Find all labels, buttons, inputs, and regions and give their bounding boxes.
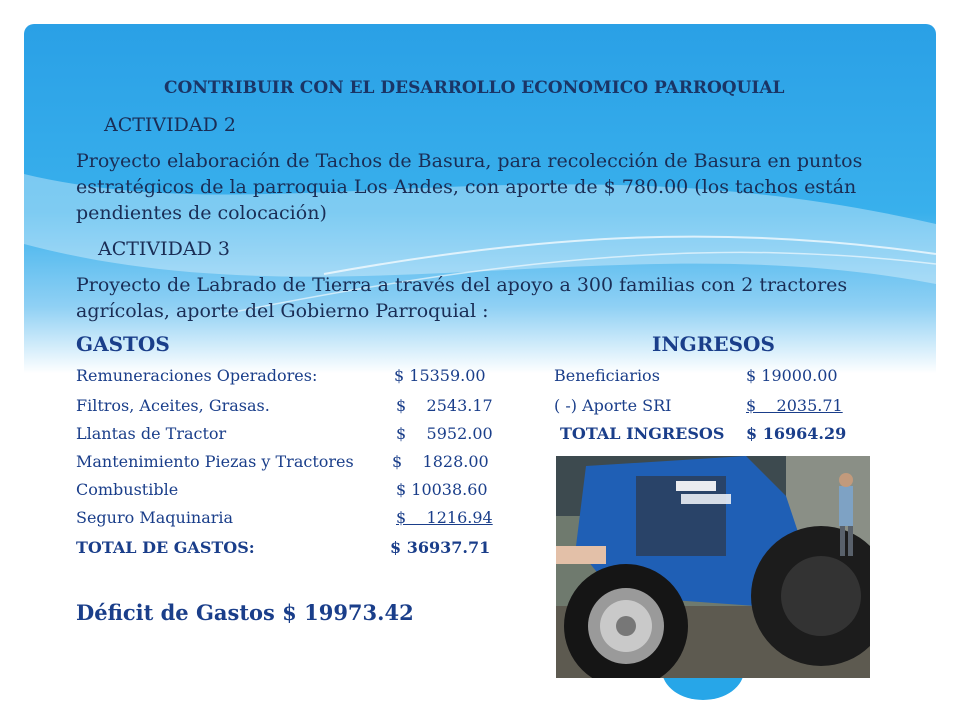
tractor-photo bbox=[556, 456, 870, 678]
gasto-label: Seguro Maquinaria bbox=[76, 508, 234, 527]
activity-2-text: Proyecto elaboración de Tachos de Basura, para recolección de Basura en puntos estratégicos de la parroquia Los Andes, con aporte de $ 780.00 (los tachos están pendientes de colocación) bbox=[76, 150, 863, 224]
ingresos-total-value: $ 16964.29 bbox=[746, 424, 847, 443]
ingreso-value: $ 19000.00 bbox=[746, 366, 838, 385]
ingresos-heading: INGRESOS bbox=[652, 332, 775, 356]
gasto-label: Combustible bbox=[76, 480, 179, 499]
gasto-label: Remuneraciones Operadores: bbox=[76, 366, 318, 385]
ingreso-label: Beneficiarios bbox=[554, 366, 660, 385]
gasto-value: $ 1828.00 bbox=[392, 452, 489, 471]
ingresos-total-label: TOTAL INGRESOS bbox=[560, 424, 725, 443]
gasto-value: $ 2543.17 bbox=[396, 396, 493, 415]
gastos-total-label: TOTAL DE GASTOS: bbox=[76, 538, 255, 557]
activity-2-label: ACTIVIDAD 2 bbox=[104, 114, 236, 136]
gasto-label: Llantas de Tractor bbox=[76, 424, 227, 443]
ingreso-value: $ 2035.71 bbox=[746, 396, 843, 415]
gasto-label: Filtros, Aceites, Grasas. bbox=[76, 396, 270, 415]
activity-3-label: ACTIVIDAD 3 bbox=[98, 238, 230, 260]
ingreso-label: ( -) Aporte SRI bbox=[554, 396, 672, 415]
gasto-value: $ 15359.00 bbox=[394, 366, 486, 385]
activity-3-text: Proyecto de Labrado de Tierra a través del apoyo a 300 familias con 2 tractores agrícolas, aporte del Gobierno Parroquial : bbox=[76, 274, 848, 322]
gasto-value: $ 5952.00 bbox=[396, 424, 493, 443]
gasto-label: Mantenimiento Piezas y Tractores bbox=[76, 452, 354, 471]
deficit-text: Déficit de Gastos $ 19973.42 bbox=[76, 600, 414, 625]
gasto-value: $ 10038.60 bbox=[396, 480, 488, 499]
slide-title: CONTRIBUIR CON EL DESARROLLO ECONOMICO PARROQUIAL bbox=[164, 78, 785, 98]
gastos-total-value: $ 36937.71 bbox=[390, 538, 491, 557]
gastos-heading: GASTOS bbox=[76, 332, 170, 356]
gasto-value: $ 1216.94 bbox=[396, 508, 493, 527]
